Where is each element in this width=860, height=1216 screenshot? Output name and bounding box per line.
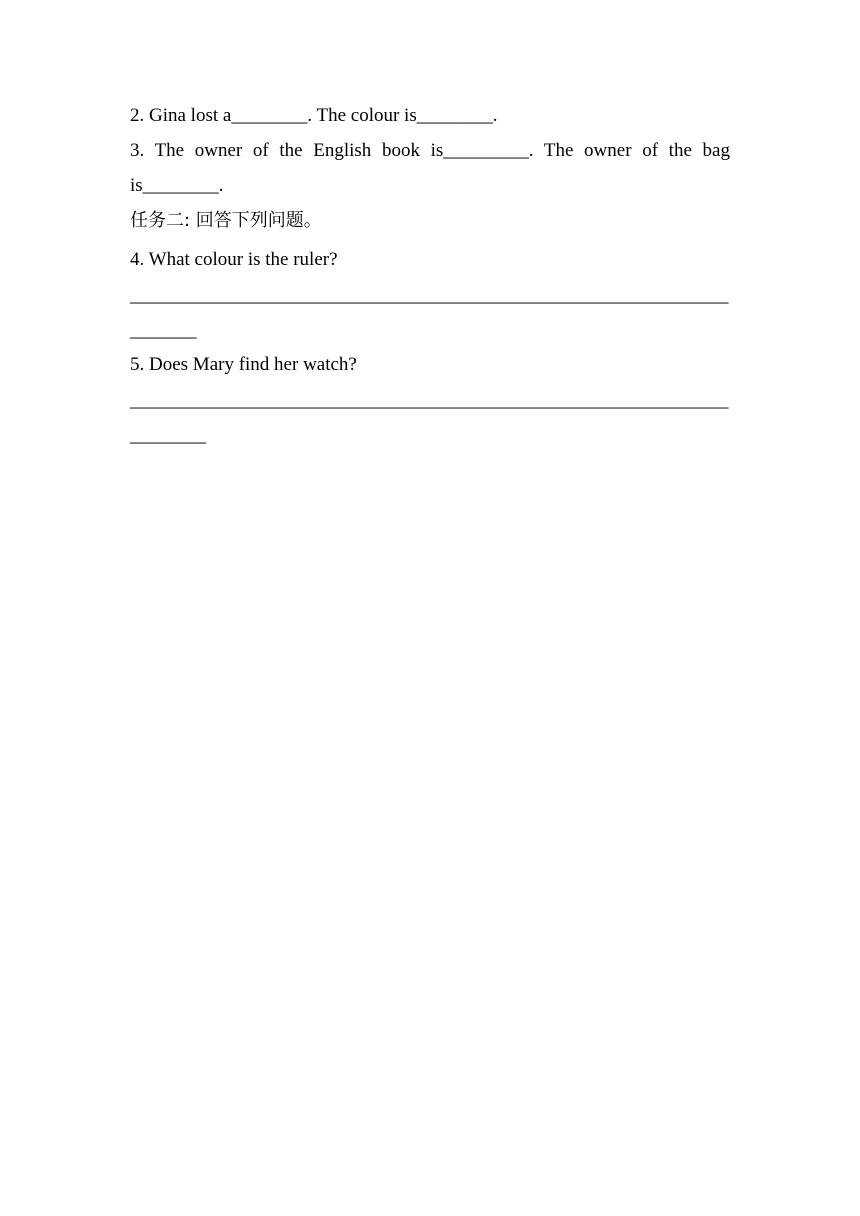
question-3-line-1: 3. The owner of the English book is_________. The owner of the bag <box>130 140 730 161</box>
question-3-line-2: is________. <box>130 175 224 196</box>
question-2: 2. Gina lost a________. The colour is________. <box>130 105 498 126</box>
task-2-heading: 任务二: 回答下列问题。 <box>130 210 322 231</box>
question-5-answer-line-2: ________ <box>130 425 206 446</box>
question-4: 4. What colour is the ruler? <box>130 249 338 270</box>
question-4-answer-line-2: _______ <box>130 320 197 341</box>
question-5: 5. Does Mary find her watch? <box>130 354 357 375</box>
question-5-answer-line-1: _______________________________________________________________ <box>130 390 729 411</box>
question-4-answer-line-1: _______________________________________________________________ <box>130 285 729 306</box>
